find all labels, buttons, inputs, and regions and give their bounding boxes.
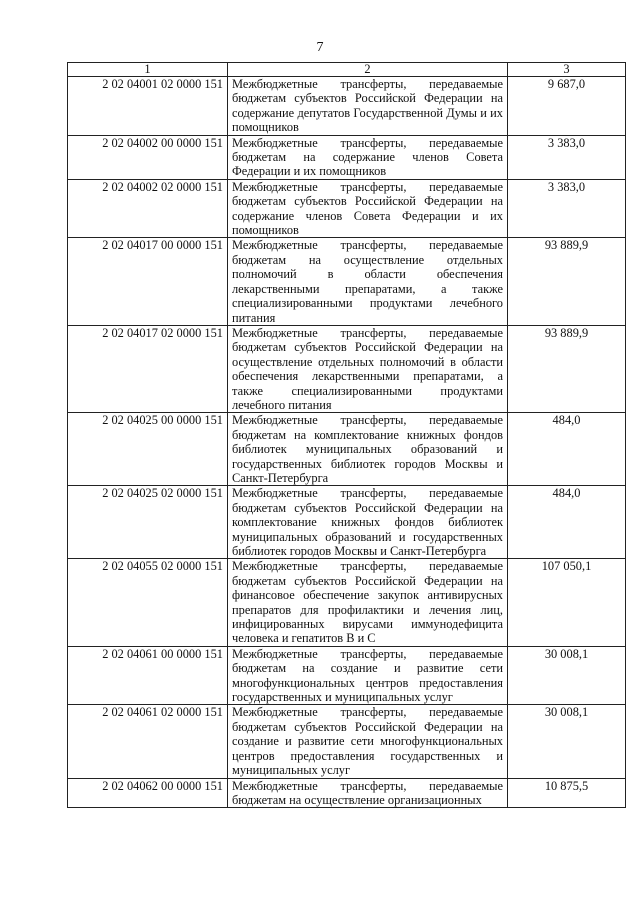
table-header-row bbox=[68, 63, 626, 77]
column-header-2: 2 bbox=[228, 63, 508, 77]
budget-amount: 484,0 bbox=[508, 413, 626, 486]
budget-code: 2 02 04001 02 0000 151 bbox=[68, 77, 228, 136]
column-header-3: 3 bbox=[508, 63, 626, 77]
budget-description: Межбюджетные трансферты, передаваемые бюджетам субъектов Российской Федерации на комплектование книжных фондов библиотек муниципальных образований и государственных библиотек городов Москвы и Санкт-Петербурга bbox=[228, 486, 508, 559]
budget-code: 2 02 04017 02 0000 151 bbox=[68, 325, 228, 412]
table-row bbox=[68, 135, 626, 179]
table-row bbox=[68, 778, 626, 808]
page-number: 7 bbox=[316, 40, 324, 55]
budget-description: Межбюджетные трансферты, передаваемые бюджетам субъектов Российской Федерации на осуществление отдельных полномочий в области обеспечения лекарственными препаратами, а также специализированными продуктами лечебного питания bbox=[228, 325, 508, 412]
budget-amount: 93 889,9 bbox=[508, 325, 626, 412]
table-row bbox=[68, 705, 626, 778]
budget-description: Межбюджетные трансферты, передаваемые бюджетам на осуществление организационных bbox=[228, 778, 508, 808]
budget-description: Межбюджетные трансферты, передаваемые бюджетам на осуществление отдельных полномочий в области обеспечения лекарственными препаратами, а также специализированными продуктами лечебного питания bbox=[228, 238, 508, 325]
budget-amount: 10 875,5 bbox=[508, 778, 626, 808]
budget-code: 2 02 04025 00 0000 151 bbox=[68, 413, 228, 486]
budget-code: 2 02 04002 00 0000 151 bbox=[68, 135, 228, 179]
budget-code: 2 02 04025 02 0000 151 bbox=[68, 486, 228, 559]
budget-amount: 30 008,1 bbox=[508, 705, 626, 778]
budget-description: Межбюджетные трансферты, передаваемые бюджетам на комплектование книжных фондов библиотек муниципальных образований и государственных библиотек городов Москвы и Санкт-Петербурга bbox=[228, 413, 508, 486]
budget-amount: 484,0 bbox=[508, 486, 626, 559]
budget-code: 2 02 04061 00 0000 151 bbox=[68, 646, 228, 705]
table-row bbox=[68, 413, 626, 486]
budget-table bbox=[67, 62, 626, 808]
table-row bbox=[68, 325, 626, 412]
budget-code: 2 02 04017 00 0000 151 bbox=[68, 238, 228, 325]
budget-code: 2 02 04055 02 0000 151 bbox=[68, 559, 228, 646]
budget-description: Межбюджетные трансферты, передаваемые бюджетам на содержание членов Совета Федерации и их помощников bbox=[228, 135, 508, 179]
table-row bbox=[68, 559, 626, 646]
budget-description: Межбюджетные трансферты, передаваемые бюджетам субъектов Российской Федерации на содержание членов Совета Федерации и их помощников bbox=[228, 179, 508, 238]
table-row bbox=[68, 238, 626, 325]
budget-amount: 107 050,1 bbox=[508, 559, 626, 646]
budget-description: Межбюджетные трансферты, передаваемые бюджетам субъектов Российской Федерации на создание и развитие сети многофункциональных центров предоставления государственных и муниципальных услуг bbox=[228, 705, 508, 778]
budget-amount: 9 687,0 bbox=[508, 77, 626, 136]
column-header-1: 1 bbox=[68, 63, 228, 77]
budget-description: Межбюджетные трансферты, передаваемые бюджетам субъектов Российской Федерации на содержание депутатов Государственной Думы и их помощников bbox=[228, 77, 508, 136]
budget-amount: 93 889,9 bbox=[508, 238, 626, 325]
budget-amount: 30 008,1 bbox=[508, 646, 626, 705]
budget-description: Межбюджетные трансферты, передаваемые бюджетам на создание и развитие сети многофункциональных центров предоставления государственных и муниципальных услуг bbox=[228, 646, 508, 705]
budget-code: 2 02 04061 02 0000 151 bbox=[68, 705, 228, 778]
budget-code: 2 02 04002 02 0000 151 bbox=[68, 179, 228, 238]
budget-amount: 3 383,0 bbox=[508, 179, 626, 238]
table-row bbox=[68, 486, 626, 559]
table-row bbox=[68, 179, 626, 238]
table-row bbox=[68, 646, 626, 705]
budget-code: 2 02 04062 00 0000 151 bbox=[68, 778, 228, 808]
table-row bbox=[68, 77, 626, 136]
budget-description: Межбюджетные трансферты, передаваемые бюджетам субъектов Российской Федерации на финансовое обеспечение закупок антивирусных препаратов для профилактики и лечения лиц, инфицированных вирусами иммунодефицита человека и гепатитов B и C bbox=[228, 559, 508, 646]
budget-amount: 3 383,0 bbox=[508, 135, 626, 179]
